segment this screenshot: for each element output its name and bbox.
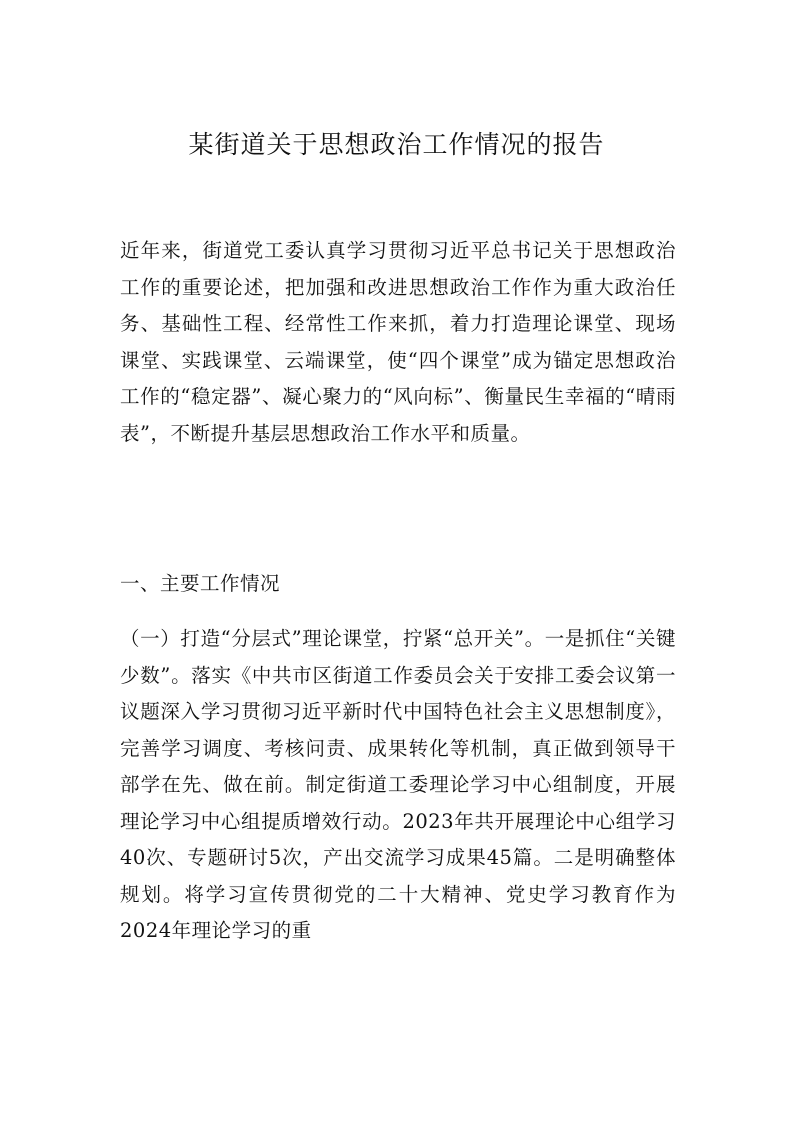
document-title: 某街道关于思想政治工作情况的报告: [188, 130, 605, 159]
section-heading: 一、主要工作情况: [120, 572, 281, 595]
intro-paragraph: 近年来，街道党工委认真学习贯彻习近平总书记关于思想政治工作的重要论述，把加强和改进思想政治工作作为重大政治任务、基础性工程、经常性工作来抓，着力打造理论课堂、现场课堂、实践课堂、云端课堂，使“四个课堂”成为锚定思想政治工作的“稳定器”、凝心聚力的“风向标”、衡量民生幸福的“晴雨表”，不断提升基层思想政治工作水平和质量。: [120, 239, 676, 445]
section-body-paragraph: （一）打造“分层式”理论课堂，拧紧“总开关”。一是抓住“关键少数”。落实《中共市区街道工作委员会关于安排工委会议第一议题深入学习贯彻习近平新时代中国特色社会主义思想制度》，完善学习调度、考核问责、成果转化等机制，真正做到领导干部学在先、做在前。制定街道工委理论学习中心组制度，开展理论学习中心组提质增效行动。2023年共开展理论中心组学习40次、专题研讨5次，产出交流学习成果45篇。二是明确整体规划。将学习宣传贯彻党的二十大精神、党史学习教育作为2024年理论学习的重: [120, 627, 676, 942]
